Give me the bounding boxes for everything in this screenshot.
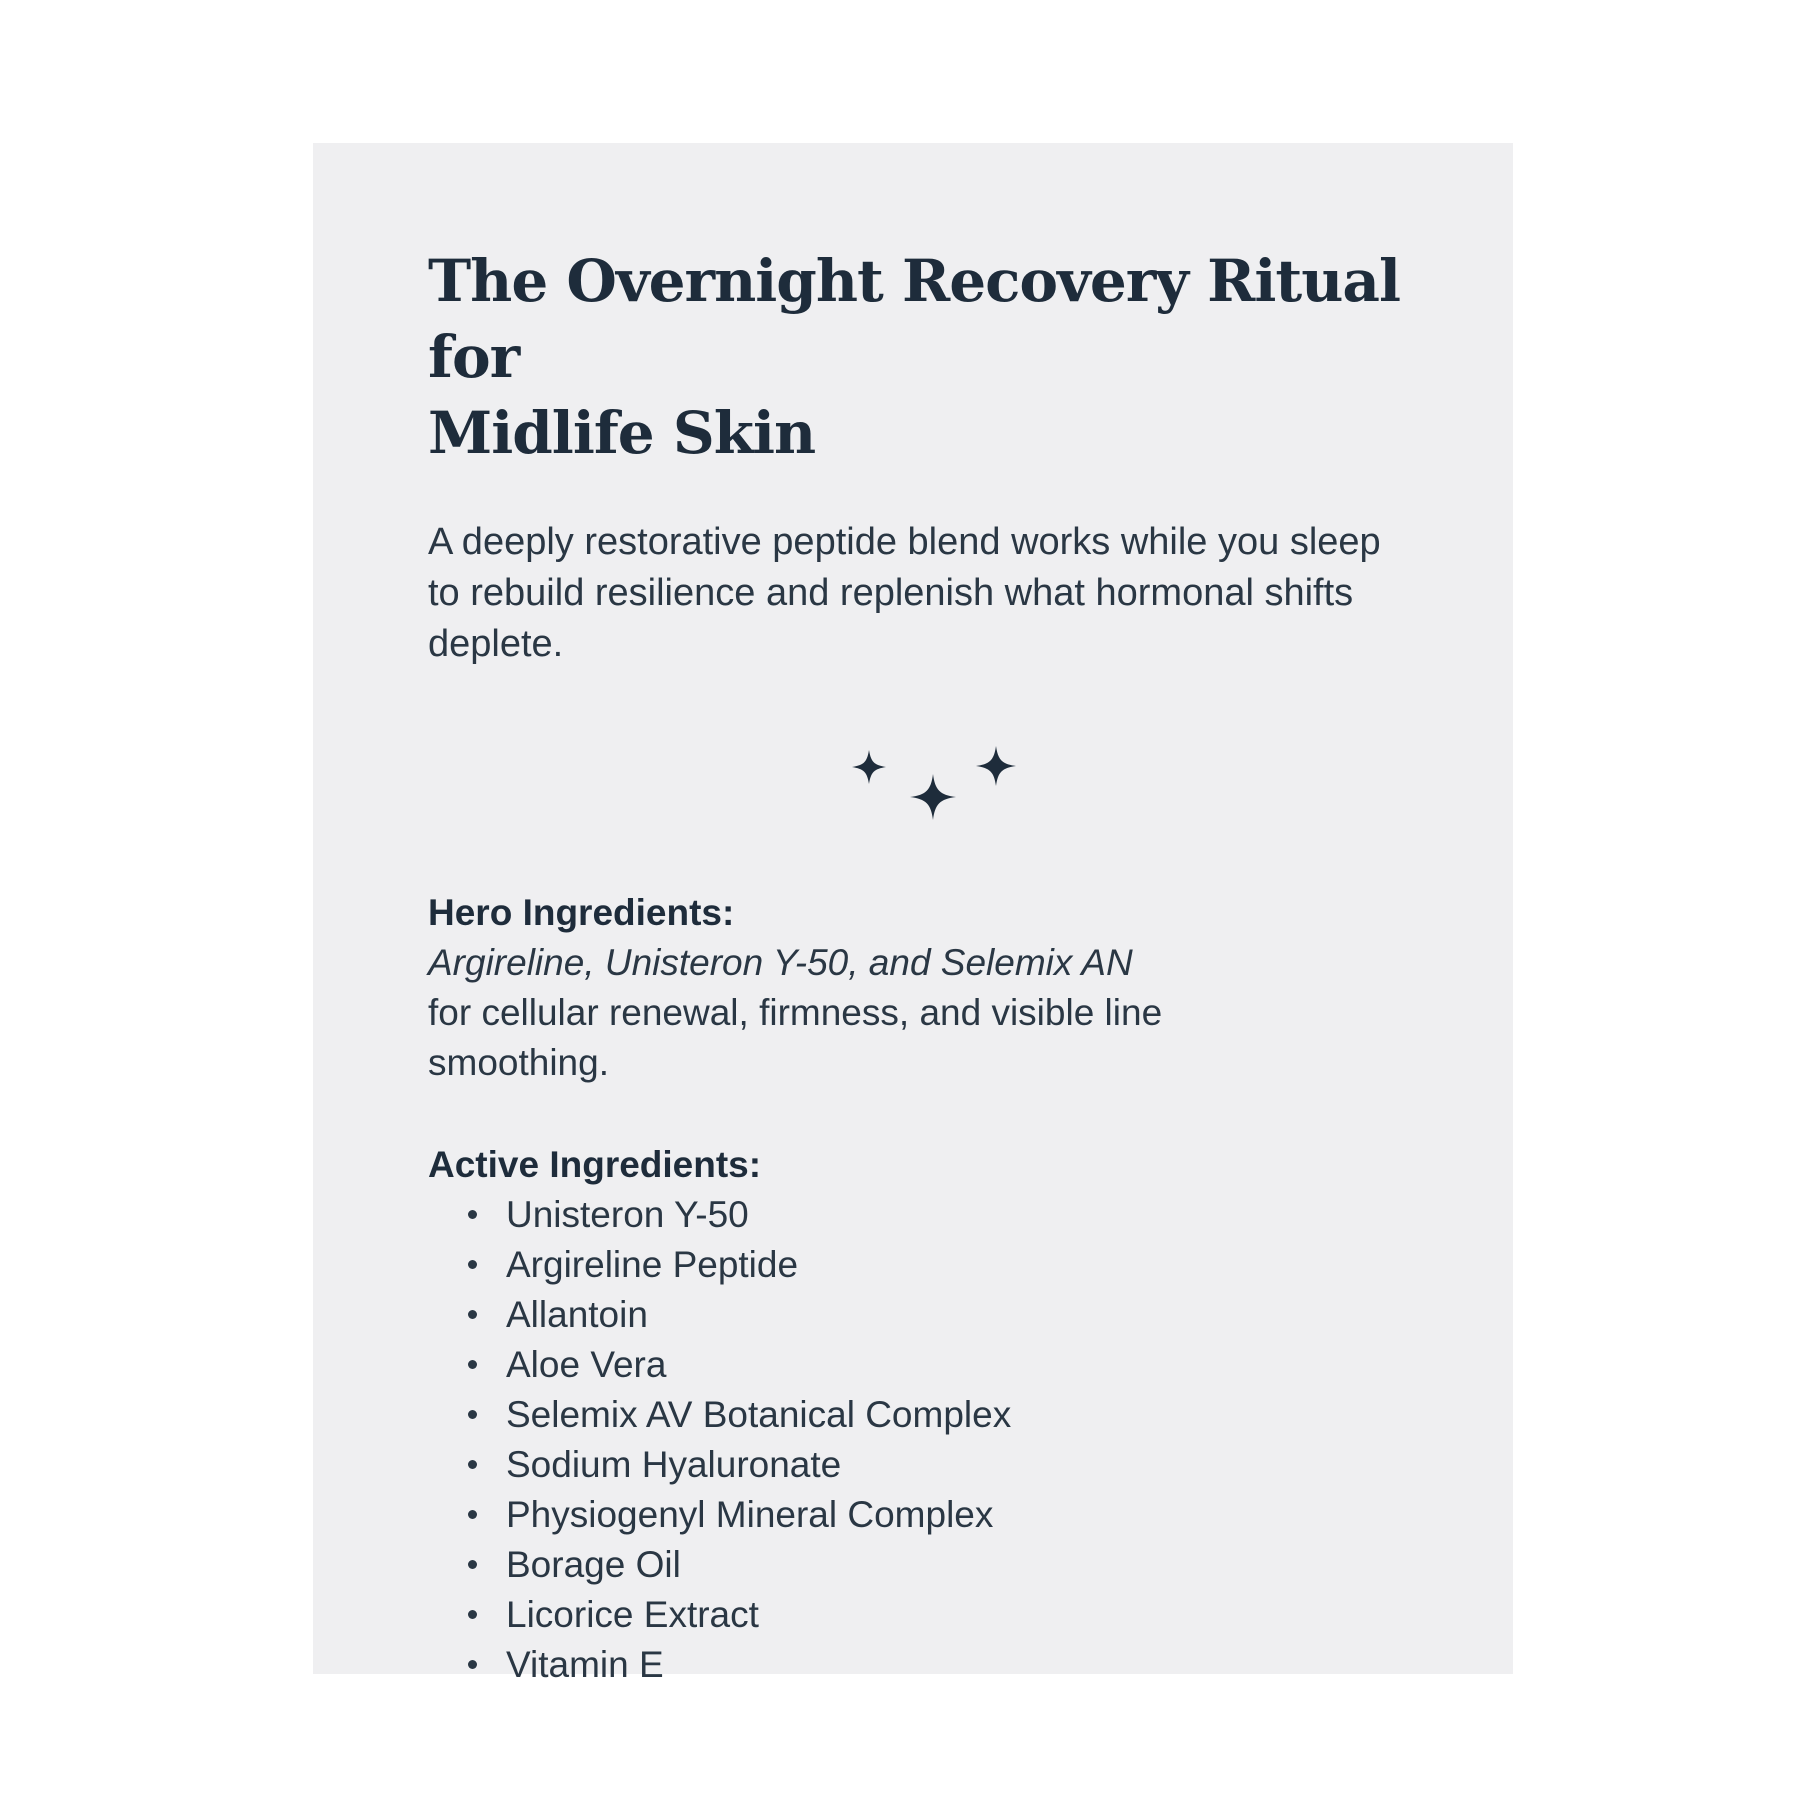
bullet-icon (468, 1560, 477, 1569)
product-description: A deeply restorative peptide blend works while you sleep to rebuild resilience and replenish what hormonal shifts deplete. (428, 521, 1381, 665)
list-item (468, 1590, 1433, 1640)
bullet-icon (468, 1460, 477, 1469)
sparkles-icon (428, 732, 1433, 832)
hero-ingredients-text (428, 938, 1308, 1088)
hero-ingredients-heading: Hero Ingredients: (428, 892, 735, 933)
list-item (468, 1290, 1433, 1340)
list-item (468, 1490, 1433, 1540)
ingredient-name: Licorice Extract (506, 1594, 759, 1635)
bullet-icon (468, 1410, 477, 1419)
list-item (468, 1240, 1433, 1290)
product-info-card (313, 143, 1513, 1685)
list-item (468, 1340, 1433, 1390)
ingredient-name: Sodium Hyaluronate (506, 1444, 842, 1485)
ingredient-name: Selemix AV Botanical Complex (506, 1394, 1012, 1435)
ingredient-name: Physiogenyl Mineral Complex (506, 1494, 994, 1535)
title-line-1: The Overnight Recovery Ritual for (428, 247, 1400, 391)
bullet-icon (468, 1260, 477, 1269)
ingredient-name: Aloe Vera (506, 1344, 667, 1385)
bullet-icon (468, 1610, 477, 1619)
list-item (468, 1540, 1433, 1590)
bullet-icon (468, 1210, 477, 1219)
ingredient-name: Unisteron Y-50 (506, 1194, 749, 1235)
list-item (468, 1640, 1433, 1690)
list-item (468, 1440, 1433, 1490)
bullet-icon (468, 1310, 477, 1319)
active-ingredients-list (428, 1190, 1433, 1690)
ingredient-name: Allantoin (506, 1294, 648, 1335)
list-item (468, 1390, 1433, 1440)
title-line-2: Midlife Skin (428, 399, 816, 467)
page-title (428, 243, 1433, 471)
ingredient-name: Borage Oil (506, 1544, 681, 1585)
list-item (468, 1190, 1433, 1240)
hero-ingredients-names: Argireline, Unisteron Y-50, and Selemix AN (428, 942, 1133, 983)
ingredient-name: Vitamin E (506, 1644, 664, 1685)
bullet-icon (468, 1660, 477, 1669)
ingredient-name: Argireline Peptide (506, 1244, 799, 1285)
hero-ingredients-benefits: for cellular renewal, firmness, and visible line smoothing. (428, 992, 1163, 1083)
bullet-icon (468, 1360, 477, 1369)
bullet-icon (468, 1510, 477, 1519)
active-ingredients-heading: Active Ingredients: (428, 1144, 762, 1185)
